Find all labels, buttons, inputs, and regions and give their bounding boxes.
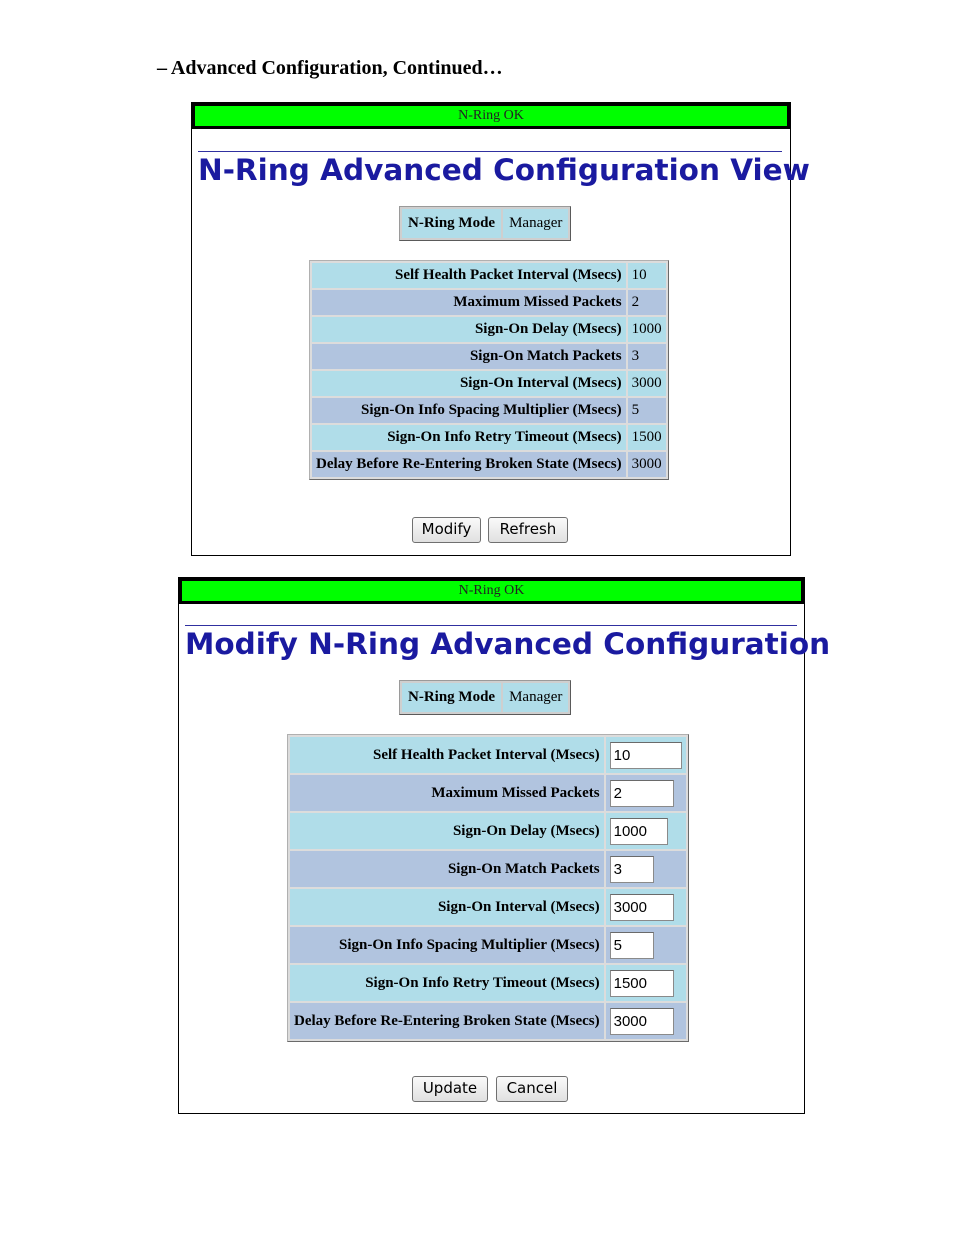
sign-on-match-packets-input[interactable]: 3 <box>610 856 654 883</box>
advanced-config-view-panel <box>191 102 810 556</box>
modify-button[interactable]: Modify <box>412 517 481 543</box>
row-value: 1000 <box>628 317 666 342</box>
row-value: 3000 <box>628 371 666 396</box>
broken-state-delay-input[interactable]: 3000 <box>610 1008 674 1035</box>
row-label: Sign-On Match Packets <box>312 344 626 369</box>
mode-table <box>399 206 571 241</box>
row-label: Sign-On Info Spacing Multiplier (Msecs) <box>290 927 604 963</box>
modify-advanced-config-panel <box>178 577 831 1114</box>
section-heading: – Advanced Configuration, Continued… <box>157 57 503 79</box>
row-value: 3 <box>628 344 666 369</box>
row-label: Delay Before Re-Entering Broken State (Msecs) <box>312 452 626 477</box>
page-title: N-Ring Advanced Configuration View <box>198 153 810 187</box>
mode-table <box>399 680 571 715</box>
update-button[interactable]: Update <box>412 1076 488 1102</box>
row-label: Maximum Missed Packets <box>312 290 626 315</box>
row-label: Maximum Missed Packets <box>290 775 604 811</box>
table-row <box>312 371 666 396</box>
row-value: 5 <box>628 398 666 423</box>
mode-label: N-Ring Mode <box>402 683 501 712</box>
row-label: Sign-On Delay (Msecs) <box>312 317 626 342</box>
sign-on-delay-input[interactable]: 1000 <box>610 818 668 845</box>
table-row <box>290 965 686 1001</box>
row-label: Self Health Packet Interval (Msecs) <box>312 263 626 288</box>
row-label: Self Health Packet Interval (Msecs) <box>290 737 604 773</box>
page-title: Modify N-Ring Advanced Configuration <box>185 627 831 661</box>
row-label: Sign-On Interval (Msecs) <box>312 371 626 396</box>
table-row <box>290 737 686 773</box>
refresh-button[interactable]: Refresh <box>488 517 568 543</box>
row-label: Sign-On Info Spacing Multiplier (Msecs) <box>312 398 626 423</box>
table-row <box>312 344 666 369</box>
row-value: 2 <box>628 290 666 315</box>
row-label: Sign-On Info Retry Timeout (Msecs) <box>290 965 604 1001</box>
row-value: 1500 <box>628 425 666 450</box>
row-value: 3000 <box>628 452 666 477</box>
table-row <box>312 317 666 342</box>
status-bar: N-Ring OK <box>179 578 804 604</box>
table-row <box>312 425 666 450</box>
settings-table <box>309 260 669 480</box>
row-label: Delay Before Re-Entering Broken State (Msecs) <box>290 1003 604 1039</box>
table-row <box>290 889 686 925</box>
row-label: Sign-On Info Retry Timeout (Msecs) <box>312 425 626 450</box>
status-bar: N-Ring OK <box>192 103 790 129</box>
row-label: Sign-On Delay (Msecs) <box>290 813 604 849</box>
table-row <box>290 813 686 849</box>
mode-value: Manager <box>503 683 568 712</box>
settings-form-table <box>287 734 689 1042</box>
spacing-multiplier-input[interactable]: 5 <box>610 932 654 959</box>
table-row <box>290 1003 686 1039</box>
row-label: Sign-On Match Packets <box>290 851 604 887</box>
table-row <box>312 263 666 288</box>
row-label: Sign-On Interval (Msecs) <box>290 889 604 925</box>
row-value: 10 <box>628 263 666 288</box>
retry-timeout-input[interactable]: 1500 <box>610 970 674 997</box>
table-row <box>312 398 666 423</box>
self-health-interval-input[interactable]: 10 <box>610 742 682 769</box>
mode-label: N-Ring Mode <box>402 209 501 238</box>
max-missed-packets-input[interactable]: 2 <box>610 780 674 807</box>
table-row <box>312 452 666 477</box>
table-row <box>290 851 686 887</box>
table-row <box>290 927 686 963</box>
table-row <box>312 290 666 315</box>
cancel-button[interactable]: Cancel <box>496 1076 568 1102</box>
mode-value: Manager <box>503 209 568 238</box>
sign-on-interval-input[interactable]: 3000 <box>610 894 674 921</box>
table-row <box>290 775 686 811</box>
